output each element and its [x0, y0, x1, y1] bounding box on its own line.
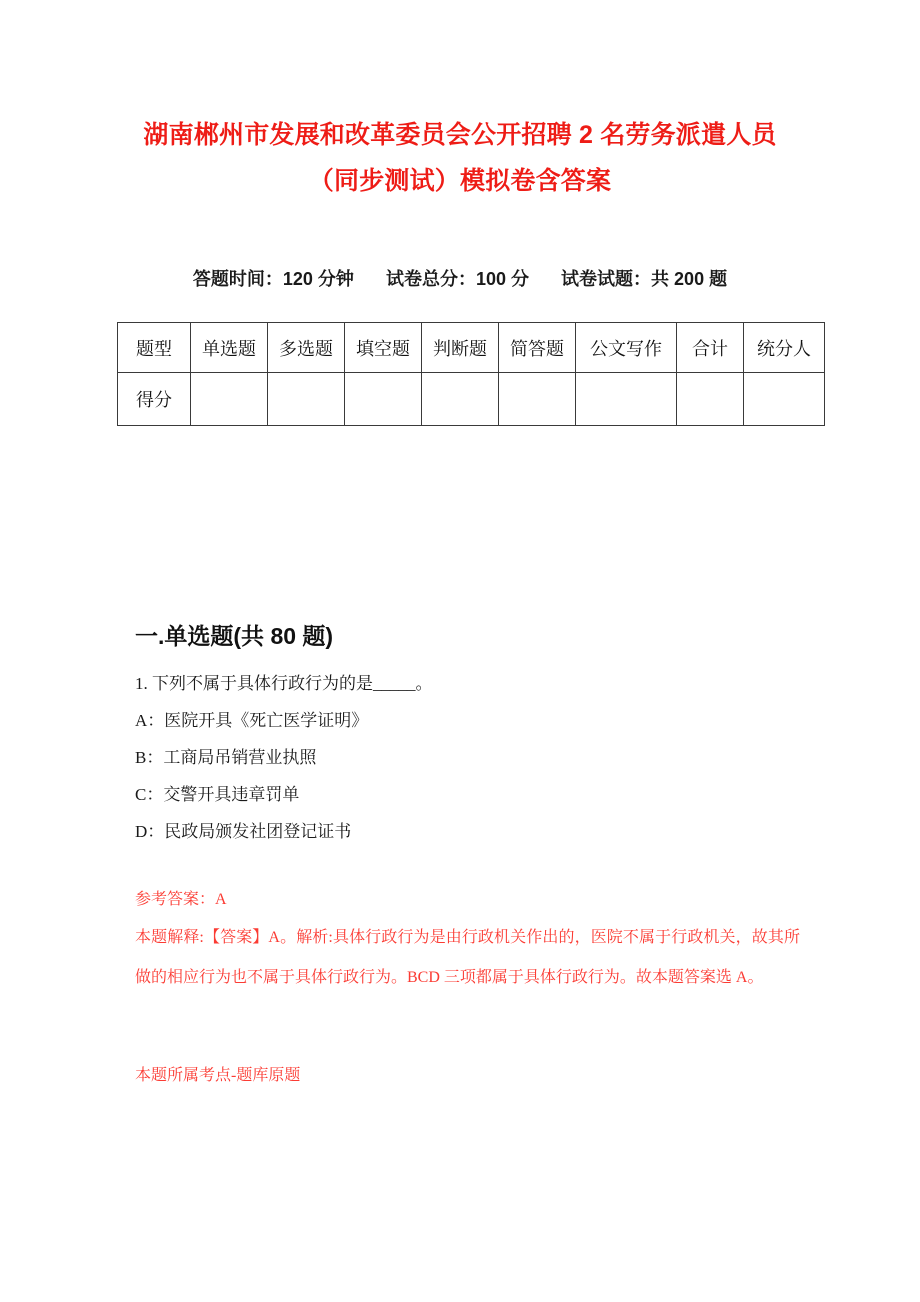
option-a[interactable]	[135, 702, 795, 739]
score-cell-true-false[interactable]	[422, 373, 499, 426]
table-header-cell: 合计	[677, 323, 744, 373]
option-c-text: 交警开具违章罚单	[163, 785, 300, 804]
table-header-cell: 简答题	[499, 323, 576, 373]
exam-question-count-label: 试卷试题：共 200 题	[561, 269, 728, 289]
table-header-cell: 填空题	[345, 323, 422, 373]
option-c[interactable]	[135, 776, 795, 813]
question-number: 1.	[135, 674, 148, 693]
score-row-label: 得分	[118, 373, 191, 426]
question-stem-tail: 。	[415, 674, 433, 693]
option-b-text: 工商局吊销营业执照	[163, 748, 317, 767]
knowledge-point-label: 本题所属考点-题库原题	[135, 1067, 301, 1084]
table-header-row	[118, 323, 825, 373]
option-d-text: 民政局颁发社团登记证书	[164, 822, 352, 841]
section-heading-single-choice: 一.单选题(共 80 题)	[135, 623, 334, 649]
document-title: 湖南郴州市发展和改革委员会公开招聘 2 名劳务派遣人员（同步测试）模拟卷含答案	[143, 121, 777, 195]
exam-total-score-label: 试卷总分：100 分	[385, 269, 530, 289]
score-cell-multi-choice[interactable]	[268, 373, 345, 426]
option-a-key: A：	[135, 711, 165, 730]
table-header-cell: 题型	[118, 323, 191, 373]
table-row	[118, 373, 825, 426]
table-header-cell: 公文写作	[576, 323, 677, 373]
question-explanation: 本题解释:【答案】A。解析:具体行政行为是由行政机关作出的，医院不属于行政机关，故其所做的相应行为也不属于具体行政行为。BCD 三项都属于具体行政行为。故本题答案选 A。	[135, 929, 800, 986]
table-header-cell: 判断题	[422, 323, 499, 373]
score-cell-tally-person[interactable]	[744, 373, 825, 426]
option-c-key: C：	[135, 785, 164, 804]
score-cell-official-writing[interactable]	[576, 373, 677, 426]
reference-answer: 参考答案：A	[135, 891, 227, 908]
option-b-key: B：	[135, 748, 164, 767]
option-d[interactable]	[135, 813, 795, 850]
score-cell-short-answer[interactable]	[499, 373, 576, 426]
score-cell-single-choice[interactable]	[191, 373, 268, 426]
score-cell-fill-blank[interactable]	[345, 373, 422, 426]
score-cell-total[interactable]	[677, 373, 744, 426]
table-header-cell: 统分人	[744, 323, 825, 373]
table-header-cell: 单选题	[191, 323, 268, 373]
question-stem	[135, 665, 795, 702]
option-b[interactable]	[135, 739, 795, 776]
answer-explanation-block	[135, 882, 800, 998]
question-blank: _____	[373, 674, 416, 693]
exam-meta-line	[135, 265, 785, 291]
option-d-key: D：	[135, 822, 165, 841]
score-summary-table	[117, 322, 825, 426]
exam-time-label: 答题时间：120 分钟	[192, 269, 354, 289]
question-block	[135, 665, 795, 850]
option-a-text: 医院开具《死亡医学证明》	[164, 711, 369, 730]
table-header-cell: 多选题	[268, 323, 345, 373]
question-stem-text: 下列不属于具体行政行为的是	[152, 674, 373, 693]
